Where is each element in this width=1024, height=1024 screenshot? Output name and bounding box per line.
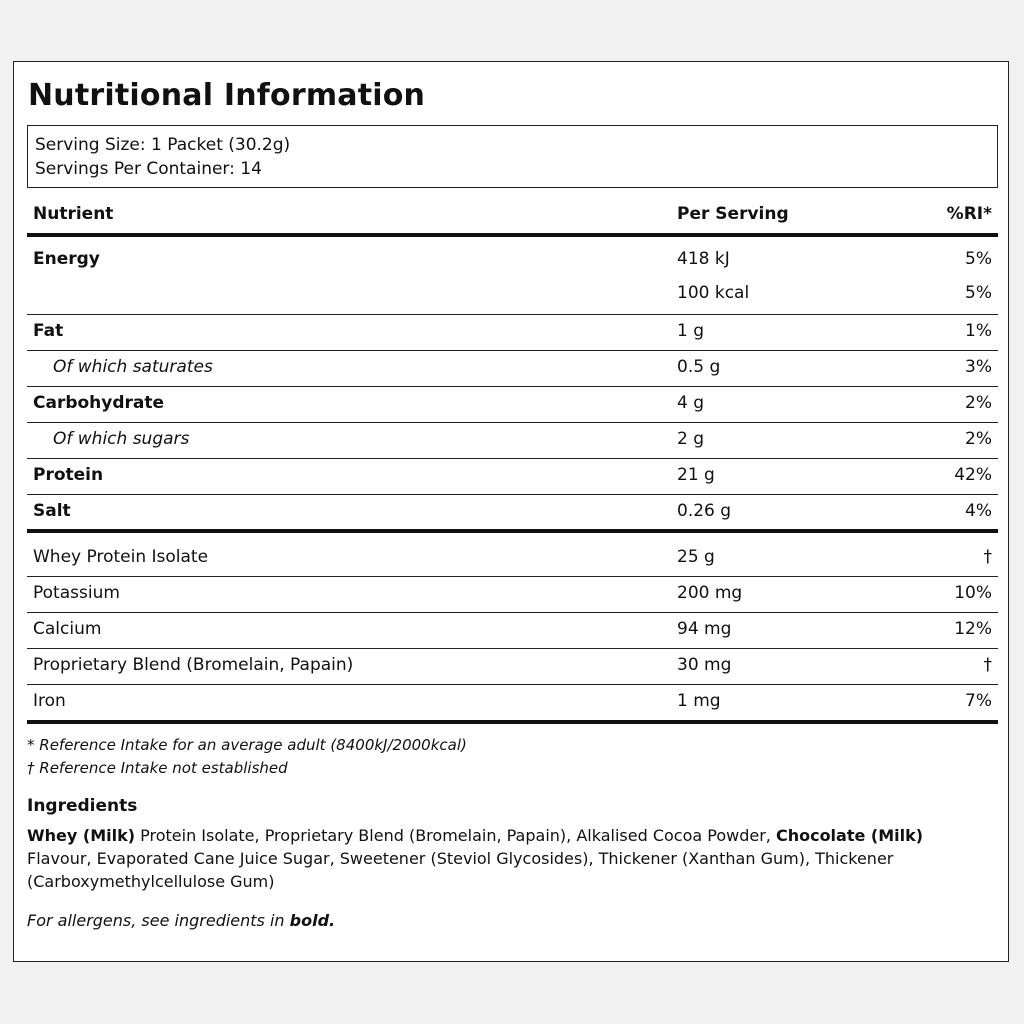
nutrient-value: 30 mg [677, 655, 732, 675]
nutrient-name: Proprietary Blend (Bromelain, Papain) [33, 655, 354, 675]
table-row [27, 459, 998, 495]
table-header [27, 199, 998, 237]
serving-info-box [27, 125, 998, 188]
table-row [27, 577, 998, 613]
table-row [27, 423, 998, 459]
energy-kj: 418 kJ [677, 249, 730, 269]
energy-kcal-ri: 5% [965, 283, 992, 303]
table-row [27, 315, 998, 351]
nutrient-name: Calcium [33, 619, 102, 639]
nutrient-name: Whey Protein Isolate [33, 547, 209, 567]
nutrient-ri: 42% [954, 465, 992, 485]
nutrient-name: Fat [33, 321, 64, 341]
nutrient-name: Salt [33, 501, 71, 521]
table-row-energy [27, 237, 998, 315]
ingredient-text-part: Protein Isolate, Proprietary Blend (Bromelain, Papain), Alkalised Cocoa Powder, [135, 826, 776, 845]
allergen-bold: bold. [289, 911, 336, 930]
energy-kj-ri: 5% [965, 249, 992, 269]
nutrient-value: 21 g [677, 465, 715, 485]
nutrient-ri: 1% [965, 321, 992, 341]
table-row [27, 649, 998, 685]
nutrient-ri: 3% [965, 357, 992, 377]
allergen-prefix: For allergens, see ingredients in [27, 911, 290, 930]
nutrient-ri: † [983, 547, 992, 567]
ingredients-text [27, 824, 987, 893]
nutrient-value: 4 g [677, 393, 705, 413]
footnote-not-established: † Reference Intake not established [27, 759, 288, 777]
nutrient-ri: 2% [965, 393, 992, 413]
page-title: Nutritional Information [28, 78, 426, 113]
header-per-serving: Per Serving [677, 204, 789, 224]
nutrient-value: 94 mg [677, 619, 732, 639]
nutrient-value: 0.5 g [677, 357, 721, 377]
nutrient-ri: 10% [954, 583, 992, 603]
servings-per-container: Servings Per Container: 14 [35, 159, 262, 179]
nutrient-ri: 4% [965, 501, 992, 521]
nutrient-value: 1 g [677, 321, 705, 341]
allergen-note [27, 911, 335, 930]
nutrient-ri: 12% [954, 619, 992, 639]
ingredients-heading: Ingredients [27, 796, 138, 816]
table-row [27, 685, 998, 724]
footnotes [27, 734, 467, 780]
nutrient-value: 0.26 g [677, 501, 732, 521]
nutrient-name: Of which sugars [53, 429, 190, 449]
table-row [27, 533, 998, 577]
nutrient-name: Potassium [33, 583, 120, 603]
table-row [27, 351, 998, 387]
nutrient-value: 2 g [677, 429, 705, 449]
nutrient-value: 200 mg [677, 583, 743, 603]
serving-size: Serving Size: 1 Packet (30.2g) [35, 135, 291, 155]
nutrient-name: Iron [33, 691, 66, 711]
nutrient-name: Energy [33, 249, 100, 269]
ingredient-bold-chocolate: Chocolate (Milk) [775, 826, 924, 845]
energy-kcal: 100 kcal [677, 283, 750, 303]
nutrient-name: Of which saturates [53, 357, 213, 377]
table-row [27, 613, 998, 649]
ingredient-text-part: Flavour, Evaporated Cane Juice Sugar, Sweetener (Steviol Glycosides), Thickener (Xanthan Gum), Thickener (Carboxymethylcellulose Gum) [27, 849, 894, 891]
header-nutrient: Nutrient [33, 204, 114, 224]
ingredient-bold-whey: Whey (Milk) [27, 826, 136, 845]
nutrient-value: 1 mg [677, 691, 721, 711]
table-row [27, 495, 998, 533]
nutrient-name: Carbohydrate [33, 393, 165, 413]
nutrient-name: Protein [33, 465, 104, 485]
nutrient-ri: † [983, 655, 992, 675]
nutrient-value: 25 g [677, 547, 715, 567]
nutrient-ri: 7% [965, 691, 992, 711]
footnote-ri: * Reference Intake for an average adult (8400kJ/2000kcal) [27, 736, 467, 754]
nutrition-label [13, 61, 1009, 962]
nutrient-ri: 2% [965, 429, 992, 449]
header-ri: %RI* [946, 204, 992, 224]
nutrition-table [27, 199, 998, 724]
table-row [27, 387, 998, 423]
